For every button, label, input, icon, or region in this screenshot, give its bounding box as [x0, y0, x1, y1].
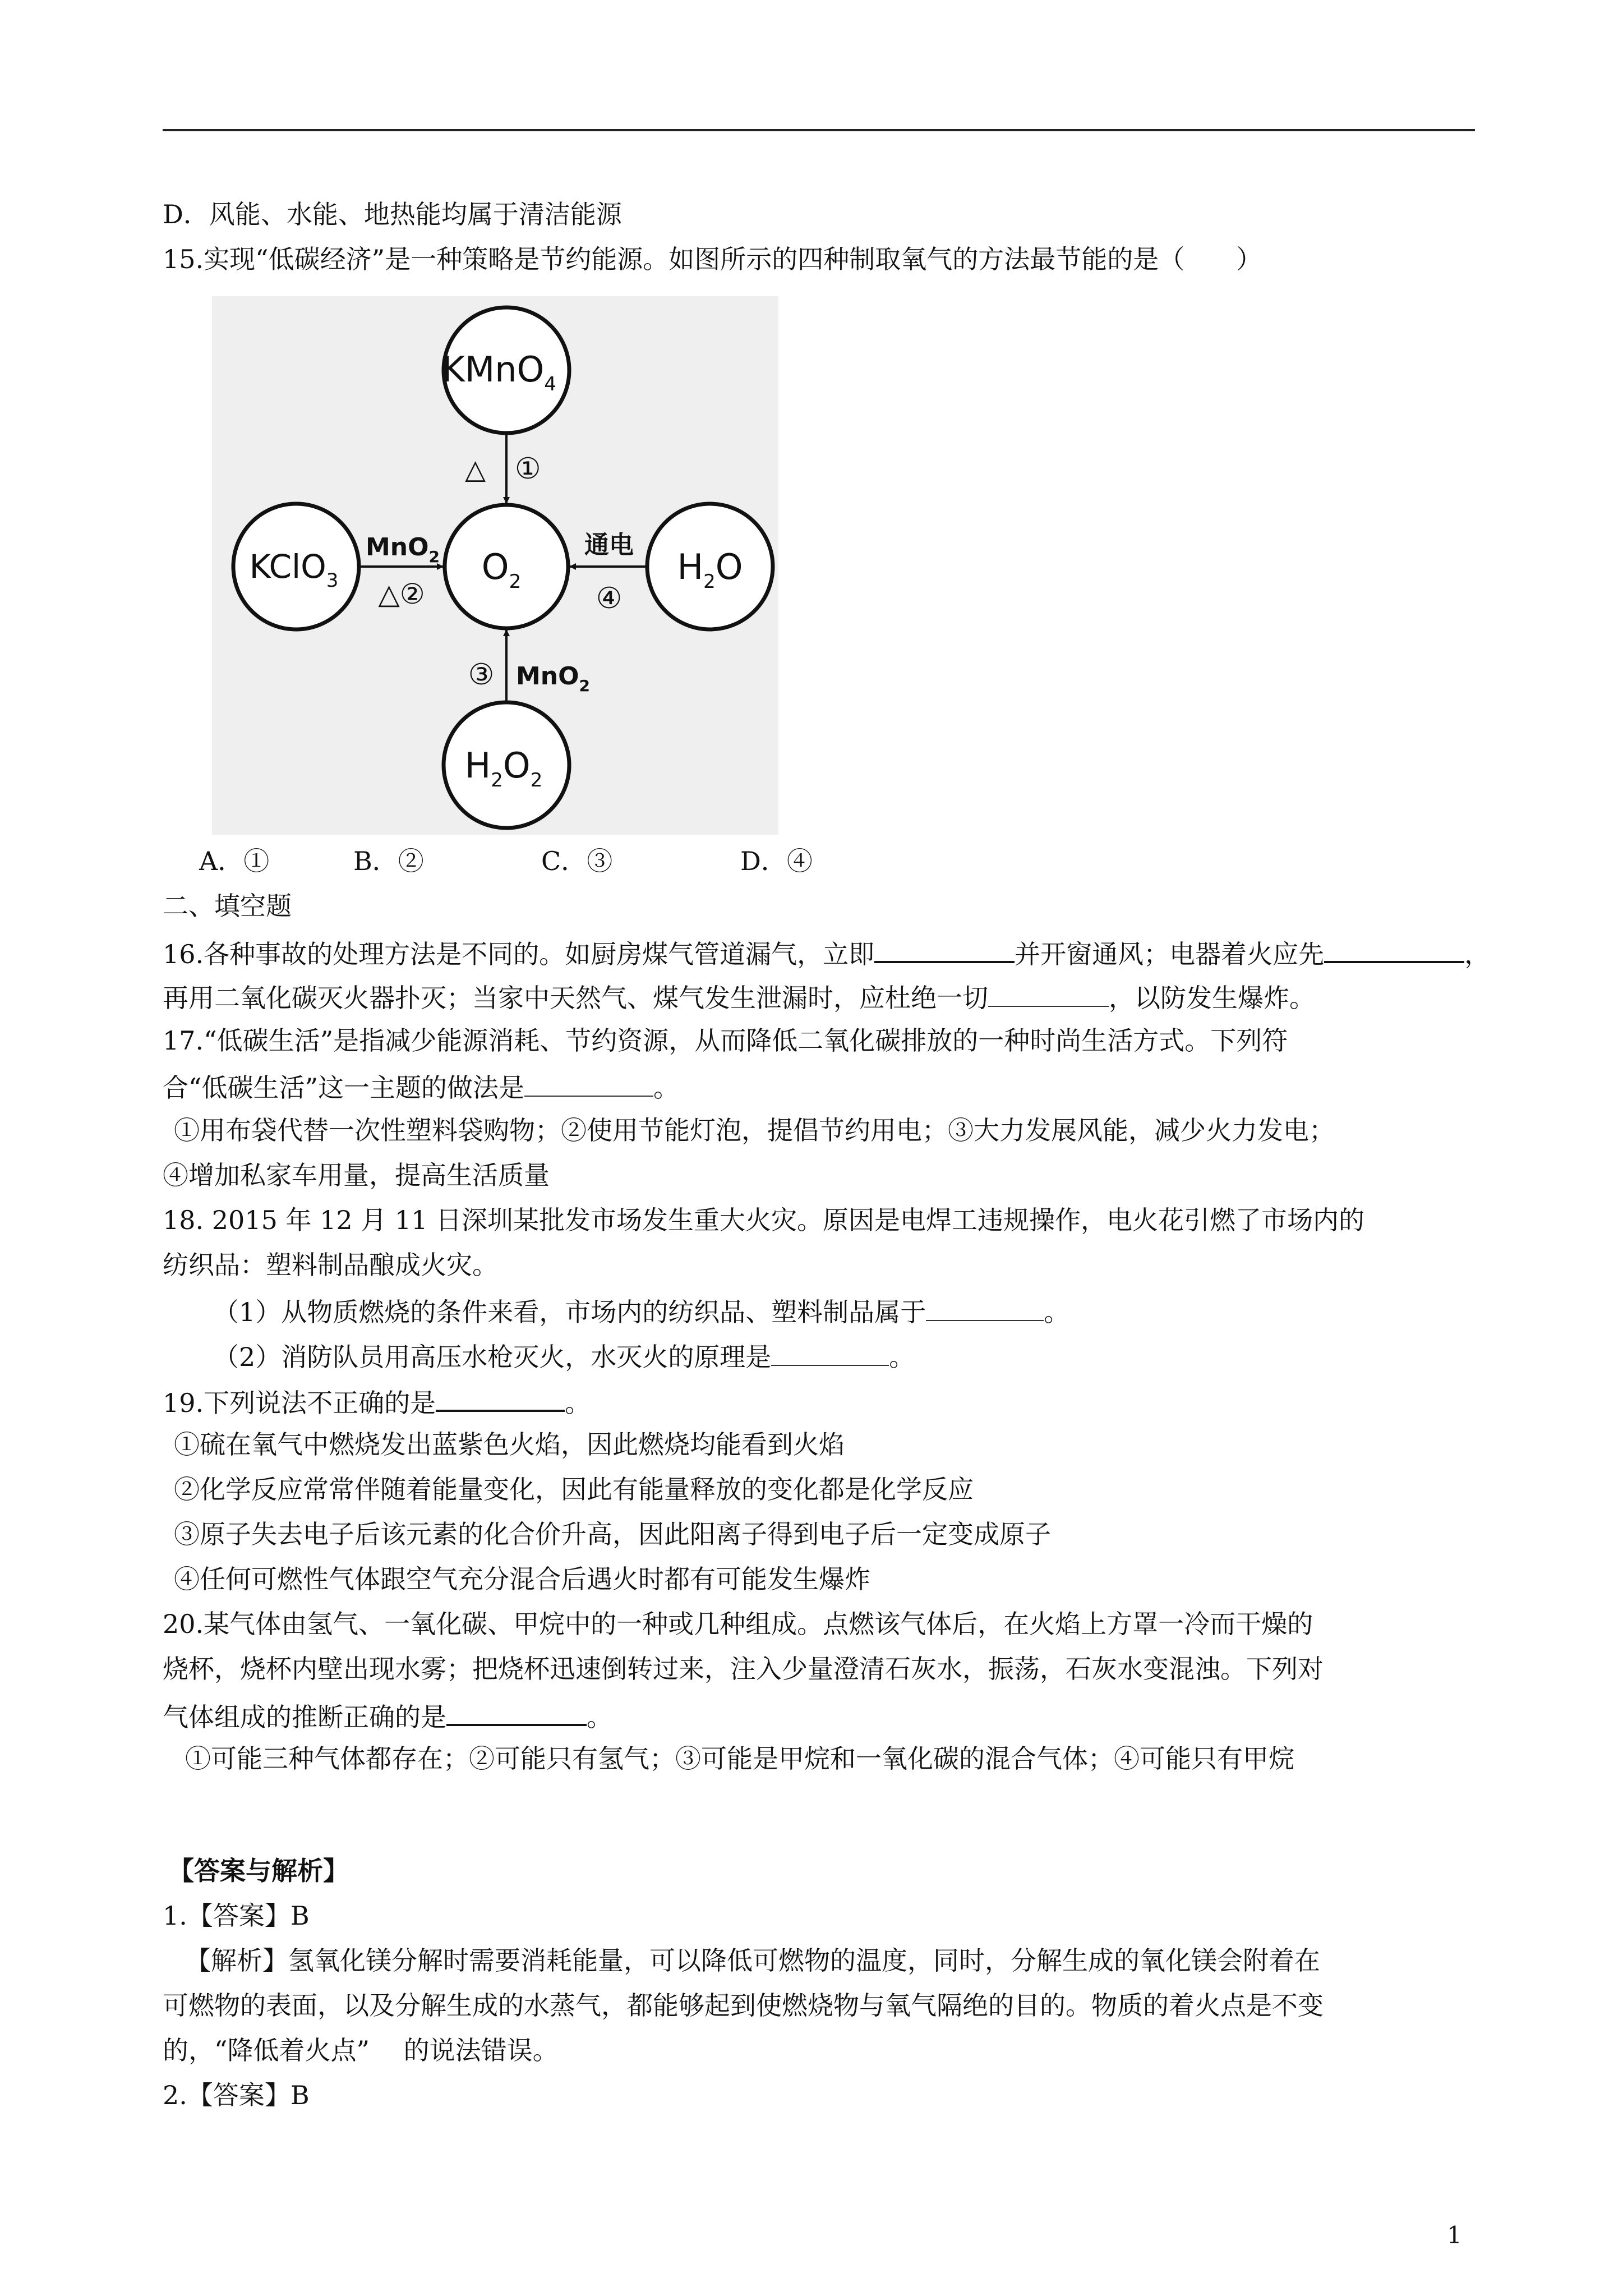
catalyst-mno2-bottom: MnO$_2$ — [516, 662, 590, 695]
label-kmno4: KMnO$_4$ — [442, 349, 556, 395]
q19-option-4: ④任何可燃性气体跟空气充分混合后遇火时都有可能发生爆炸 — [174, 1564, 870, 1594]
label-o2: $O_2$ — [481, 546, 522, 593]
q15-choice-a: A．① — [199, 846, 270, 876]
q16-blank-3[interactable] — [988, 978, 1109, 1007]
q18-line-1: 18. 2015 年 12 月 11 日深圳某批发市场发生重大火灾。原因是电焊工违规操作，电火花引燃了市场内的 — [163, 1205, 1365, 1235]
answers-title: 【答案与解析】 — [168, 1856, 349, 1886]
answer-1: 1.【答案】B — [163, 1901, 310, 1931]
answer-1-explanation-line-2: 可燃物的表面，以及分解生成的水蒸气，都能够起到使燃烧物与氧气隔绝的目的。物质的着火点是不变 — [163, 1990, 1324, 2021]
label-h2o2: $H_2O_2$ — [464, 745, 543, 792]
label-h2o: $H_2O$ — [677, 546, 743, 593]
route-number-1: ① — [515, 452, 541, 486]
section-title-fill-blanks: 二、填空题 — [163, 891, 292, 921]
q15-choice-c: C．③ — [541, 846, 613, 876]
q17-blank[interactable] — [524, 1068, 653, 1097]
q20-line-3: 气体组成的推断正确的是 。 — [163, 1696, 612, 1735]
q18-sub-2: （2）消防队员用高压水枪灭火，水灭火的原理是 。 — [213, 1337, 915, 1375]
q16-line-2: 再用二氧化碳灭火器扑灭；当家中天然气、煤气发生泄漏时，应杜绝一切 ，以防发生爆炸。 — [163, 978, 1315, 1016]
q18-blank-1[interactable] — [926, 1292, 1044, 1321]
condition-electrolysis: 通电 — [584, 531, 634, 559]
q20-blank[interactable] — [446, 1696, 587, 1726]
page-number: 1 — [1447, 2221, 1462, 2249]
q19-stem: 19.下列说法不正确的是 。 — [163, 1382, 591, 1421]
answer-2: 2.【答案】B — [163, 2080, 310, 2110]
q16-blank-1[interactable] — [874, 933, 1015, 963]
q20-line-1: 20.某气体由氢气、一氧化碳、甲烷中的一种或几种组成。点燃该气体后，在火焰上方罩一冷而干燥的 — [163, 1609, 1313, 1639]
catalyst-mno2-left: MnO$_2$ — [366, 533, 440, 566]
q15-choice-d: D．④ — [740, 846, 813, 876]
q15-stem: 15.实现“低碳经济”是一种策略是节约能源。如图所示的四种制取氧气的方法最节能的是（ ） — [163, 244, 1262, 274]
oxygen-preparation-diagram — [212, 296, 778, 835]
label-kclo3: KClO$_3$ — [249, 547, 339, 592]
q18-sub-1: （1）从物质燃烧的条件来看，市场内的纺织品、塑料制品属于 。 — [213, 1292, 1069, 1330]
q16-blank-2[interactable] — [1324, 933, 1464, 963]
route-number-4: ④ — [596, 582, 623, 615]
q20-options: ①可能三种气体都存在；②可能只有氢气；③可能是甲烷和一氧化碳的混合气体；④可能只有甲烷 — [185, 1743, 1294, 1774]
node-circle-h2o — [647, 504, 773, 629]
q19-option-1: ①硫在氧气中燃烧发出蓝紫色火焰，因此燃烧均能看到火焰 — [174, 1429, 845, 1460]
q20-line-2: 烧杯，烧杯内壁出现水雾；把烧杯迅速倒转过来，注入少量澄清石灰水，振荡，石灰水变混浊。下列对 — [163, 1654, 1324, 1684]
q15-choice-b: B．② — [353, 846, 424, 876]
q19-option-3: ③原子失去电子后该元素的化合价升高，因此阳离子得到电子后一定变成原子 — [174, 1519, 1051, 1549]
q18-line-2: 纺织品：塑料制品酿成火灾。 — [163, 1250, 498, 1280]
route-number-3: ③ — [468, 658, 495, 692]
q17-line-1: 17.“低碳生活”是指减少能源消耗、节约资源，从而降低二氧化碳排放的一种时尚生活方式。下列符 — [163, 1025, 1288, 1056]
q17-options-line-2: ④增加私家车用量，提高生活质量 — [163, 1160, 550, 1190]
q17-line-2: 合“低碳生活”这一主题的做法是 。 — [163, 1068, 679, 1106]
q19-option-2: ②化学反应常常伴随着能量变化，因此有能量释放的变化都是化学反应 — [174, 1474, 974, 1504]
condition-heat-2: △② — [378, 578, 425, 610]
q19-blank[interactable] — [436, 1382, 565, 1412]
condition-heat-1: △ — [465, 454, 486, 485]
header-rule — [163, 129, 1475, 131]
q18-blank-2[interactable] — [771, 1337, 889, 1366]
q16-line-1: 16.各种事故的处理方法是不同的。如厨房煤气管道漏气，立即 并开窗通风；电器着火应先 ， — [163, 933, 1490, 972]
answer-1-explanation-line-3: 的，“降低着火点” 的说法错误。 — [163, 2035, 559, 2065]
answer-1-explanation-line-1: 【解析】氢氧化镁分解时需要消耗能量，可以降低可燃物的温度，同时，分解生成的氧化镁会附着在 — [185, 1945, 1320, 1976]
q14-option-d: D．风能、水能、地热能均属于清洁能源 — [163, 199, 622, 229]
q17-options-line-1: ①用布袋代替一次性塑料袋购物；②使用节能灯泡，提倡节约用电；③大力发展风能，减少火力发电； — [174, 1115, 1335, 1145]
